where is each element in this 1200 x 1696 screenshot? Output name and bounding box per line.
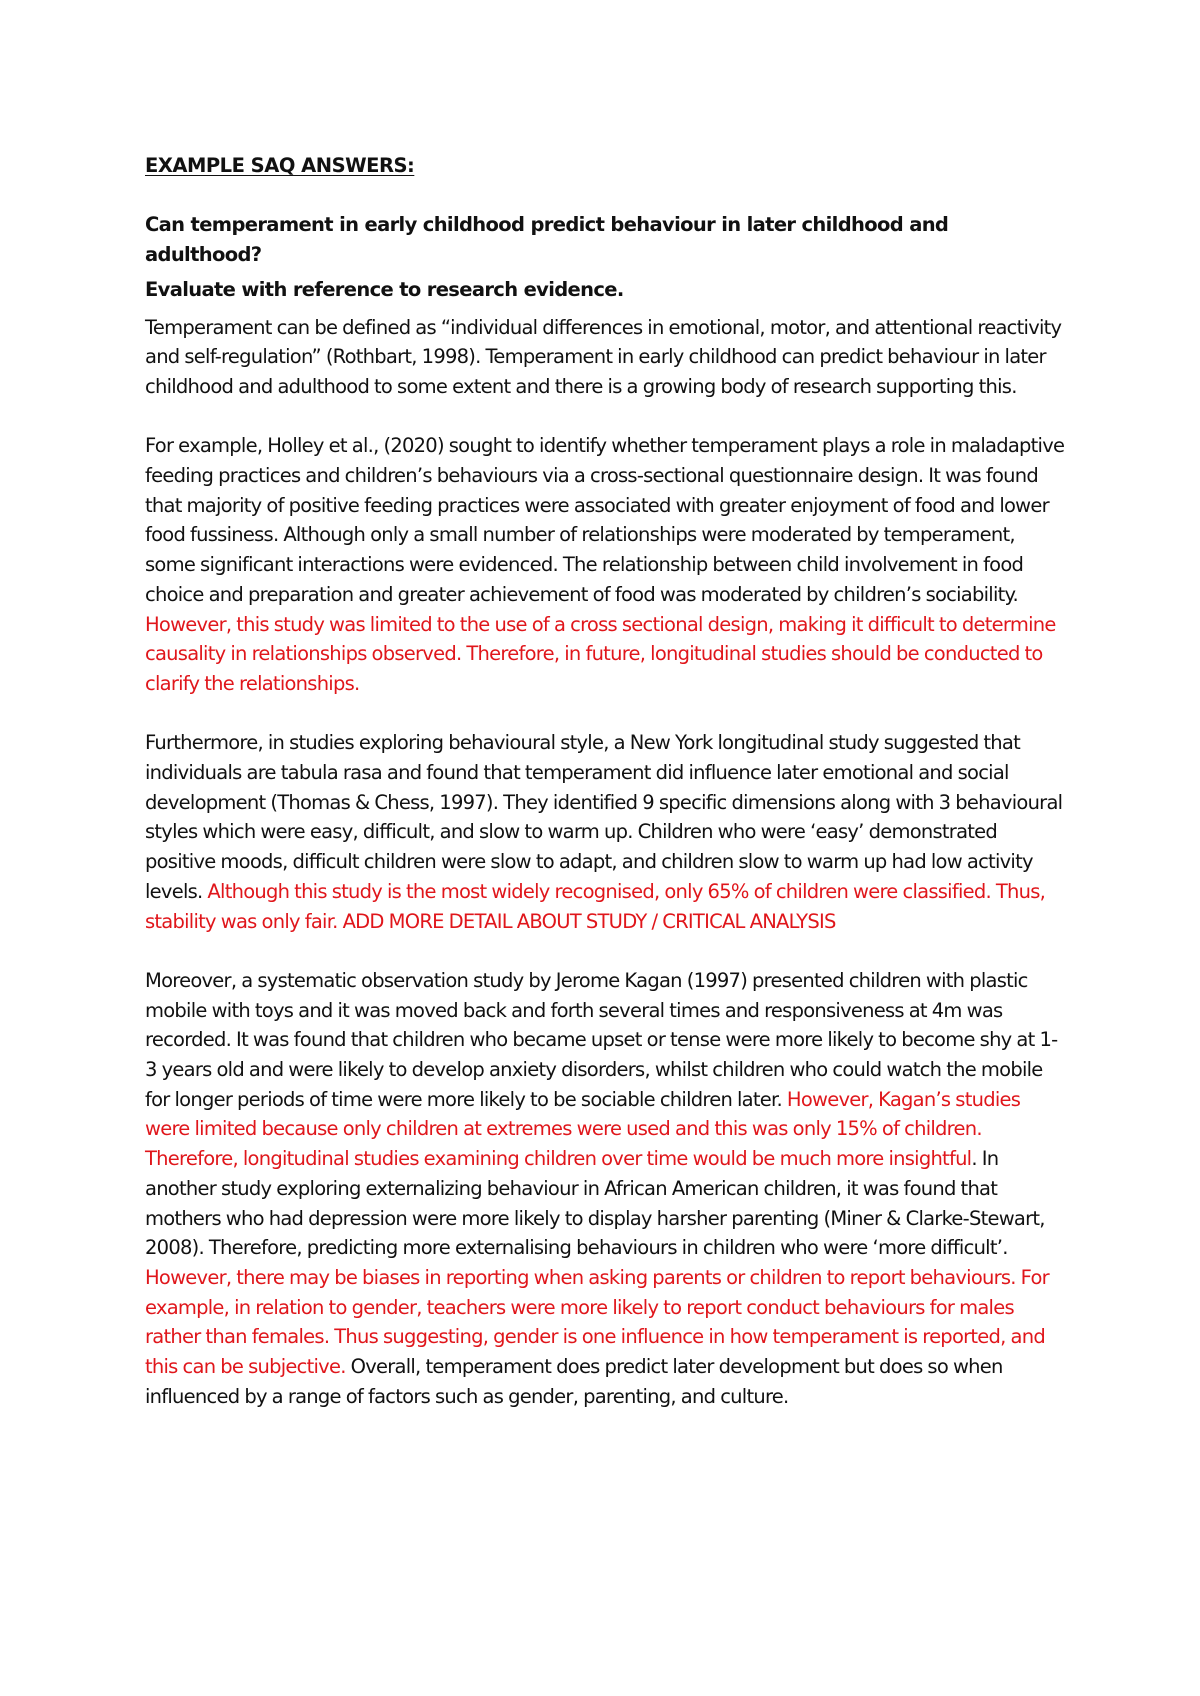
document-body xyxy=(145,152,1065,1441)
paragraph-text: . In another study exploring externalizing behaviour in African American children, it was found that mothers who had depression were more likely to display harsher parenting (Miner & Clarke-Stewart, 2008). Therefore, predicting more externalising behaviours in children who were ‘more difficult’. xyxy=(145,1147,1045,1260)
paragraph-text: Furthermore, in studies exploring behavioural style, a New York longitudinal study suggested that individuals are tabula rasa and found that temperament did influence later emotional and social development (Thomas & Chess, 1997). They identified 9 specific dimensions along with 3 behavioural styles which were easy, difficult, and slow to warm up. Children who were ‘easy’ demonstrated positive moods, difficult children were slow to adapt, and children slow to warm up had low activity levels. xyxy=(145,731,1063,903)
paragraph-holley xyxy=(145,431,1065,698)
critical-evaluation-text: However, there may be biases in reporting when asking parents or children to report behaviours. For example, in relation to gender, teachers were more likely to report conduct behaviours for males rather than females. Thus suggesting, gender is one influence in how temperament is reported, and this can be subjective. xyxy=(145,1265,1049,1379)
paragraph-text: Overall, temperament does predict later development but does so when influenced by a range of factors such as gender, parenting, and culture. xyxy=(145,1355,1003,1408)
paragraph-text: For example, Holley et al., (2020) sought to identify whether temperament plays a role in maladaptive feeding practices and children’s behaviours via a cross-sectional questionnaire design. It was found that majority of positive feeding practices were associated with greater enjoyment of food and lower food fussiness. Although only a small number of relationships were moderated by temperament, some significant interactions were evidenced. The relationship between child involvement in food choice and preparation and greater achievement of food was moderated by children’s sociability. xyxy=(145,434,1065,606)
paragraph-text: Temperament can be defined as “individual differences in emotional, motor, and attentional reactivity and self-regulation” (Rothbart, 1998). Temperament in early childhood can predict behaviour in later childhood and adulthood to some extent and there is a growing body of research supporting this. xyxy=(145,315,1062,398)
question-line-2: Evaluate with reference to research evidence. xyxy=(145,278,624,301)
paragraph-definition xyxy=(145,313,1065,402)
paragraph-text: Moreover, a systematic observation study by Jerome Kagan (1997) presented children with plastic mobile with toys and it was moved back and forth several times and responsiveness at 4m was recorded. It was found that children who became upset or tense were more likely to become shy at 1-3 years old and were likely to develop anxiety disorders, whilst children who could watch the mobile for longer periods of time were more likely to be sociable children later. xyxy=(145,968,1058,1111)
question-line-1: Can temperament in early childhood predict behaviour in later childhood and adulthood? xyxy=(145,213,949,266)
critical-evaluation-text: However, this study was limited to the use of a cross sectional design, making it difficult to determine causality in relationships observed. Therefore, in future, longitudinal studies should be conducted to clarify the relationships. xyxy=(145,612,1056,695)
paragraph-kagan xyxy=(145,966,1065,1412)
critical-evaluation-text: However, Kagan’s studies were limited because only children at extremes were used and this was only 15% of children. Therefore, longitudinal studies examining children over time would be much more insightful xyxy=(145,1087,1021,1171)
paragraph-thomas-chess xyxy=(145,728,1065,936)
critical-evaluation-text: Although this study is the most widely recognised, only 65% of children were classified. Thus, stability was only fair. ADD MORE DETAIL ABOUT STUDY / CRITICAL ANALYSIS xyxy=(145,879,1046,933)
document-title: EXAMPLE SAQ ANSWERS: xyxy=(145,154,415,177)
